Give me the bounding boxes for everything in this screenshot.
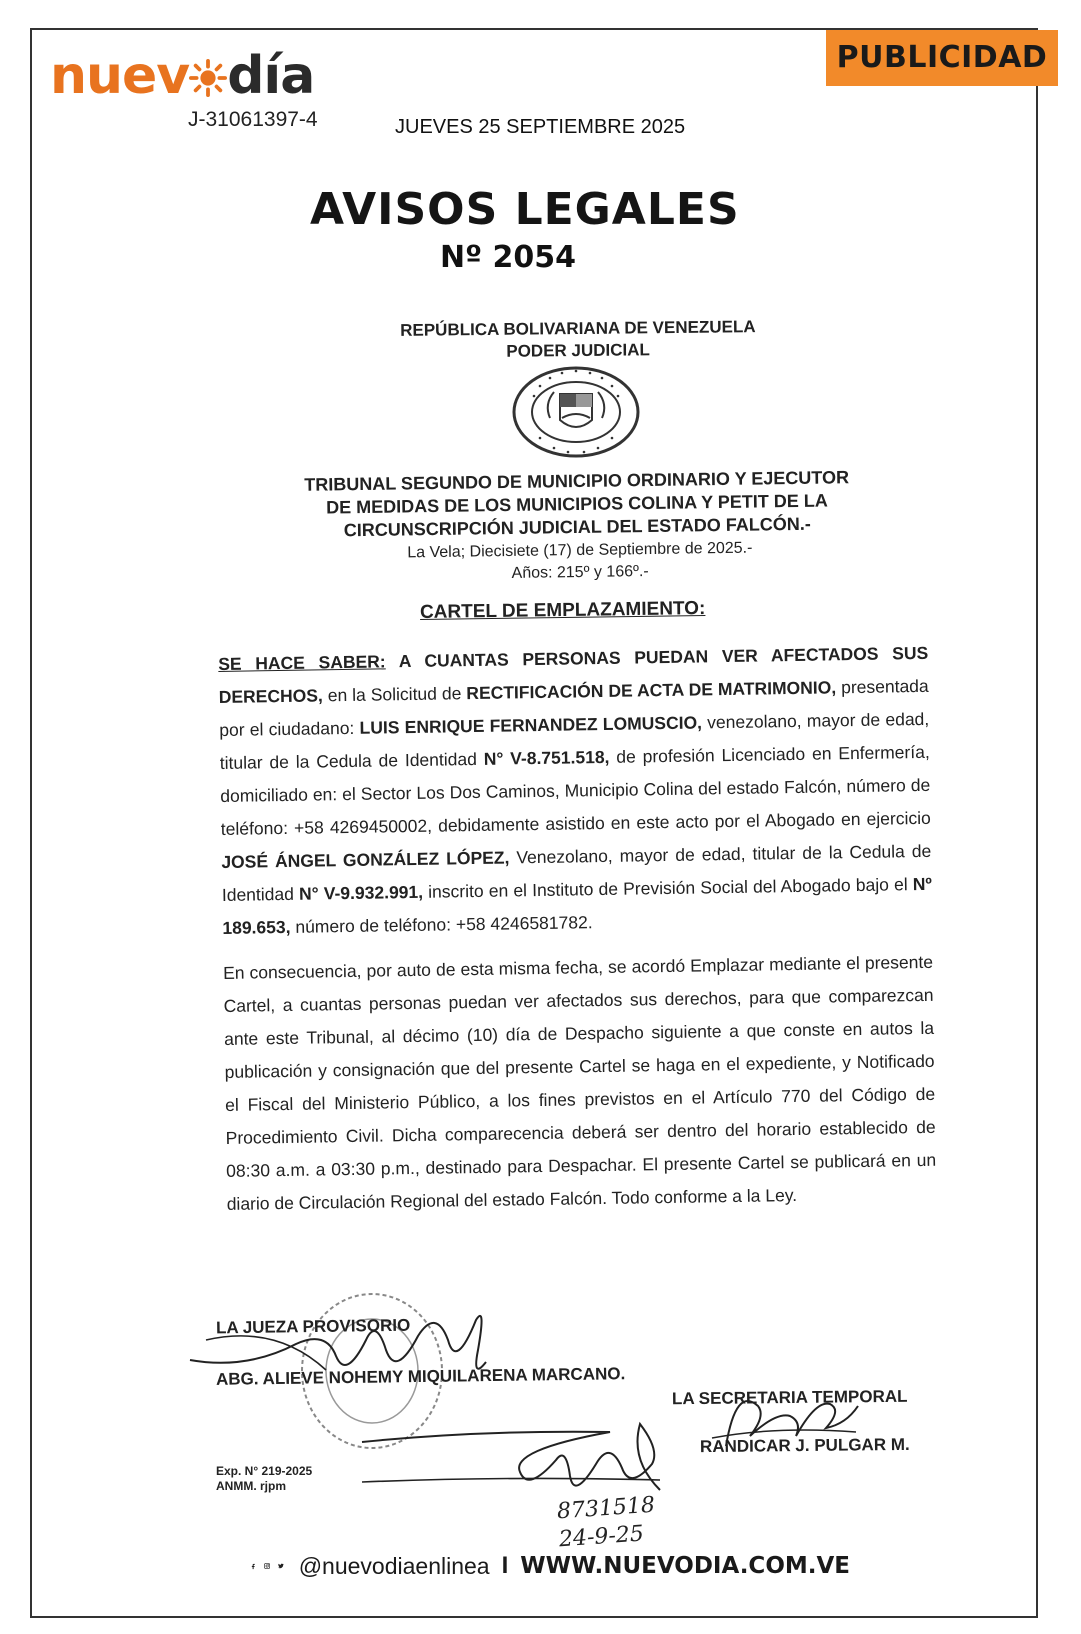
- coat-of-arms-seal-icon: [510, 366, 642, 458]
- secretary-title: LA SECRETARIA TEMPORAL: [671, 1386, 908, 1409]
- judicial-line: PODER JUDICIAL: [506, 340, 650, 361]
- notice-body: [218, 637, 937, 1233]
- body-text: presentada por el ciudadano:: [219, 675, 929, 740]
- rif-number: J-31061397-4: [188, 108, 318, 131]
- expediente-initials: ANMM. rjpm: [216, 1479, 286, 1493]
- cartel-title: CARTEL DE EMPLAZAMIENTO:: [419, 598, 706, 623]
- bold-text: N° V-9.932.991,: [298, 881, 424, 904]
- social-handle[interactable]: @nuevodiaenlinea: [298, 1552, 490, 1579]
- body-text: en la Solicitud de: [322, 683, 467, 706]
- body-text: número de teléfono: +58 4246581782.: [290, 912, 593, 937]
- brand-logo: [50, 46, 314, 106]
- years-line: Años: 215º y 166º.-: [511, 563, 649, 582]
- paragraph-1: [218, 637, 933, 945]
- bold-text: RECTIFICACIÓN DE ACTA DE MATRIMONIO,: [466, 677, 837, 704]
- body-text: Venezolano, mayor de edad, titular de la Cedula de Identidad: [221, 840, 932, 905]
- handwritten-date: 24-9-25: [558, 1521, 645, 1553]
- judge-title: LA JUEZA PROVISORIO: [215, 1315, 411, 1338]
- secretary-name: RANDICAR J. PULGAR M.: [699, 1434, 910, 1457]
- body-text: de profesión Licenciado en Enfermería, domiciliado en: el Sector Los Dos Caminos, Municipio Colina del estado Falcón, número de teléfono: +58 4269450002, debidamente asistido en este acto por el Abogado en ejercicio: [220, 741, 931, 839]
- place-date-line: La Vela; Diecisiete (17) de Septiembre de 2025.-: [407, 539, 753, 562]
- tribunal-line-3: CIRCUNSCRIPCIÓN JUDICIAL DEL ESTADO FALCÓN.-: [343, 513, 811, 541]
- twitter-icon[interactable]: [278, 1554, 284, 1578]
- body-text: venezolano, mayor de edad, titular de la Cedula de Identidad: [219, 708, 930, 773]
- logo-text-left: nuev: [50, 46, 190, 106]
- tribunal-heading: [292, 466, 863, 543]
- tribunal-line-1: TRIBUNAL SEGUNDO DE MUNICIPIO ORDINARIO Y EJECUTOR: [304, 467, 850, 495]
- footer: [250, 1548, 850, 1584]
- expediente: [216, 1464, 312, 1494]
- facebook-icon[interactable]: [250, 1554, 256, 1578]
- bold-text: LUIS ENRIQUE FERNANDEZ LOMUSCIO,: [359, 712, 703, 738]
- notice-number: Nº 2054: [440, 240, 576, 275]
- bold-text: Nº 189.653,: [222, 873, 932, 938]
- publication-date: JUEVES 25 SEPTIEMBRE 2025: [395, 116, 686, 138]
- paragraph-2: En consecuencia, por auto de esta misma fecha, se acordó Emplazar mediante el presente Cartel, a cuantas personas puedan ver afectados sus derechos, para que comparezcan ante este Tribunal, al décimo (10) día de Despacho siguiente a que conste en autos la publicación y consignación que del presente Cartel se haga en el expediente, y Notificado el Fiscal del Ministerio Público, a los fines previstos en el Artículo 770 del Código de Procedimiento Civil. Dicha comparecencia deberá ser dentro del horario establecido de 08:30 a.m. a 03:30 p.m., destinado para Despachar. El presente Cartel se publicará en un diario de Circulación Regional del estado Falcón. Todo conforme a la Ley.: [222, 951, 937, 1214]
- republic-line: REPÚBLICA BOLIVARIANA DE VENEZUELA: [400, 317, 756, 340]
- instagram-icon[interactable]: [264, 1554, 270, 1578]
- handwritten-note: [556, 1492, 658, 1555]
- bold-text: N° V-8.751.518,: [483, 746, 610, 769]
- logo-text-right: día: [227, 46, 315, 106]
- expediente-number: Exp. N° 219-2025: [216, 1464, 313, 1478]
- tribunal-line-2: DE MEDIDAS DE LOS MUNICIPIOS COLINA Y PETIT DE LA: [326, 490, 828, 518]
- handwritten-id: 8731518: [556, 1492, 656, 1525]
- section-banner: PUBLICIDAD: [826, 30, 1058, 86]
- body-text: inscrito en el Instituto de Previsión Social del Abogado bajo el: [422, 874, 913, 902]
- sun-icon: [189, 59, 227, 97]
- bold-text: A CUANTAS PERSONAS PUEDAN VER AFECTADOS SUS DERECHOS,: [218, 642, 929, 707]
- republic-heading: [392, 316, 764, 364]
- footer-separator: I: [501, 1552, 509, 1579]
- judge-name: ABG. ALIEVE NOHEMY MIQUILARENA MARCANO.: [215, 1364, 626, 1389]
- page-title: AVISOS LEGALES: [310, 184, 740, 235]
- place-and-date: [380, 537, 781, 587]
- lead-text: SE HACE SABER:: [218, 651, 386, 674]
- bold-text: JOSÉ ÁNGEL GONZÁLEZ LÓPEZ,: [221, 847, 510, 872]
- website-link[interactable]: WWW.NUEVODIA.COM.VE: [520, 1553, 851, 1579]
